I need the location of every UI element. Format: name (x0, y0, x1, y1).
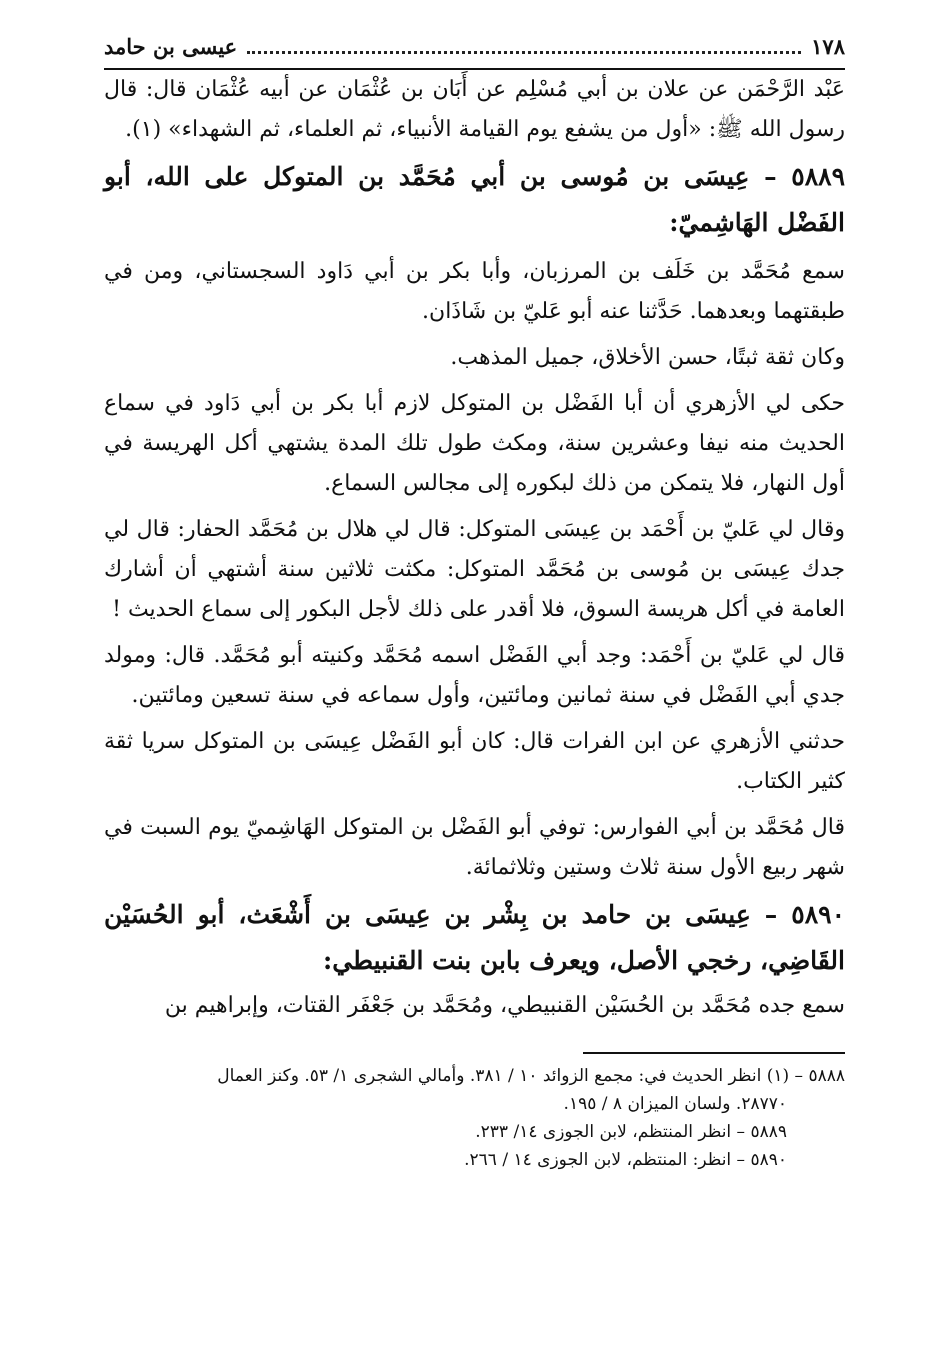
entry-5889-paragraph: قال لي عَليّ بن أَحْمَد: وجد أبي الفَضْل اسمه مُحَمَّد وكنيته أبو مُحَمَّد. قال: ومولد جدي أبي الفَضْل في سنة ثمانين ومائتين، وأول سماعه في سنة تسعين ومائتين. (104, 643, 845, 708)
entry-5889-paragraph: قال مُحَمَّد بن أبي الفوارس: توفي أبو الفَضْل بن المتوكل الهَاشِميّ يوم السبت في شهر ربيع الأول سنة ثلاث وستين وثلاثمائة. (104, 815, 845, 880)
footnote-divider (583, 1052, 845, 1054)
footnote-line: ٥٨٨٨ – (١) انظر الحديث في: مجمع الزوائد ١٠ / ٣٨١. وأمالي الشجرى ١/ ٥٣. وكنز العمال (217, 1066, 845, 1086)
entry-5889-paragraph: سمع مُحَمَّد بن خَلَف بن المرزبان، وأبا بكر بن أبي دَاود السجستاني، ومن في طبقتهما وبعدهما. حَدَّثنا عنه أبو عَليّ بن شَاذَان. (104, 259, 845, 324)
entry-5890-title: ٥٨٩٠ – عِيسَى بن حامد بن بِشْر بن عِيسَى بن أَشْعَث، أبو الحُسَيْن القَاضِي، رخجي الأصل، ويعرف بابن بنت القنبيطي: (104, 900, 845, 975)
running-title: عيسى بن حامد (104, 34, 238, 59)
footnote-line: ٢٨٧٧٠. ولسان الميزان ٨ / ١٩٥. (563, 1094, 787, 1114)
page-number: ١٧٨ (811, 34, 845, 59)
footnote-line: ٥٨٨٩ – انظر المنتظم، لابن الجوزى ١٤/ ٢٣٣. (475, 1122, 787, 1142)
header-dot-leader (247, 51, 801, 54)
footnote (104, 1118, 845, 1146)
footnote (104, 1062, 845, 1118)
entry-5889-paragraph: حدثني الأزهري عن ابن الفرات قال: كان أبو الفَضْل عِيسَى بن المتوكل سريا ثقة كثير الكتاب. (104, 729, 845, 794)
opening-paragraph: عَبْد الرَّحْمَن عن علان بن أبي مُسْلِم عن أَبَان بن عُثْمَان عن أبيه عُثْمَان قال: قال رسول الله ﷺ: «أول من يشفع يوم القيامة الأنبياء، ثم العلماء، ثم الشهداء» (١). (104, 77, 845, 142)
entry-5889-paragraph: وكان ثقة ثبتًا، حسن الأخلاق، جميل المذهب. (450, 345, 845, 370)
entry-5889-paragraph: حكى لي الأزهري أن أبا الفَضْل بن المتوكل لازم أبا بكر بن أبي دَاود في سماع الحديث منه نيفا وعشرين سنة، ومكث طول تلك المدة يشتهي أكل الهريسة في أول النهار، فلا يتمكن من ذلك لبكوره إلى مجالس السماع. (104, 391, 845, 496)
footnote (104, 1146, 845, 1174)
footnotes (104, 1062, 845, 1174)
page-header (104, 34, 845, 70)
entry-5889-title: ٥٨٨٩ – عِيسَى بن مُوسى بن أبي مُحَمَّد بن المتوكل على الله، أبو الفَضْل الهَاشِميّ: (104, 162, 845, 237)
entry-5890-paragraph: سمع جده مُحَمَّد بن الحُسَيْن القنبيطي، ومُحَمَّد بن جَعْفَر القتات، وإبراهيم بن (164, 993, 845, 1018)
footnote-line: ٥٨٩٠ – انظر: المنتظم، لابن الجوزى ١٤ / ٢٦٦. (464, 1150, 787, 1170)
entry-5889-paragraph: وقال لي عَليّ بن أَحْمَد بن عِيسَى المتوكل: قال لي هلال بن مُحَمَّد الحفار: قال لي جدك عِيسَى بن مُوسى بن مُحَمَّد المتوكل: مكثت ثلاثين سنة أشتهي أن أشارك العامة في أكل هريسة السوق، فلا أقدر على ذلك لأجل البكور إلى سماع الحديث ! (104, 517, 845, 622)
